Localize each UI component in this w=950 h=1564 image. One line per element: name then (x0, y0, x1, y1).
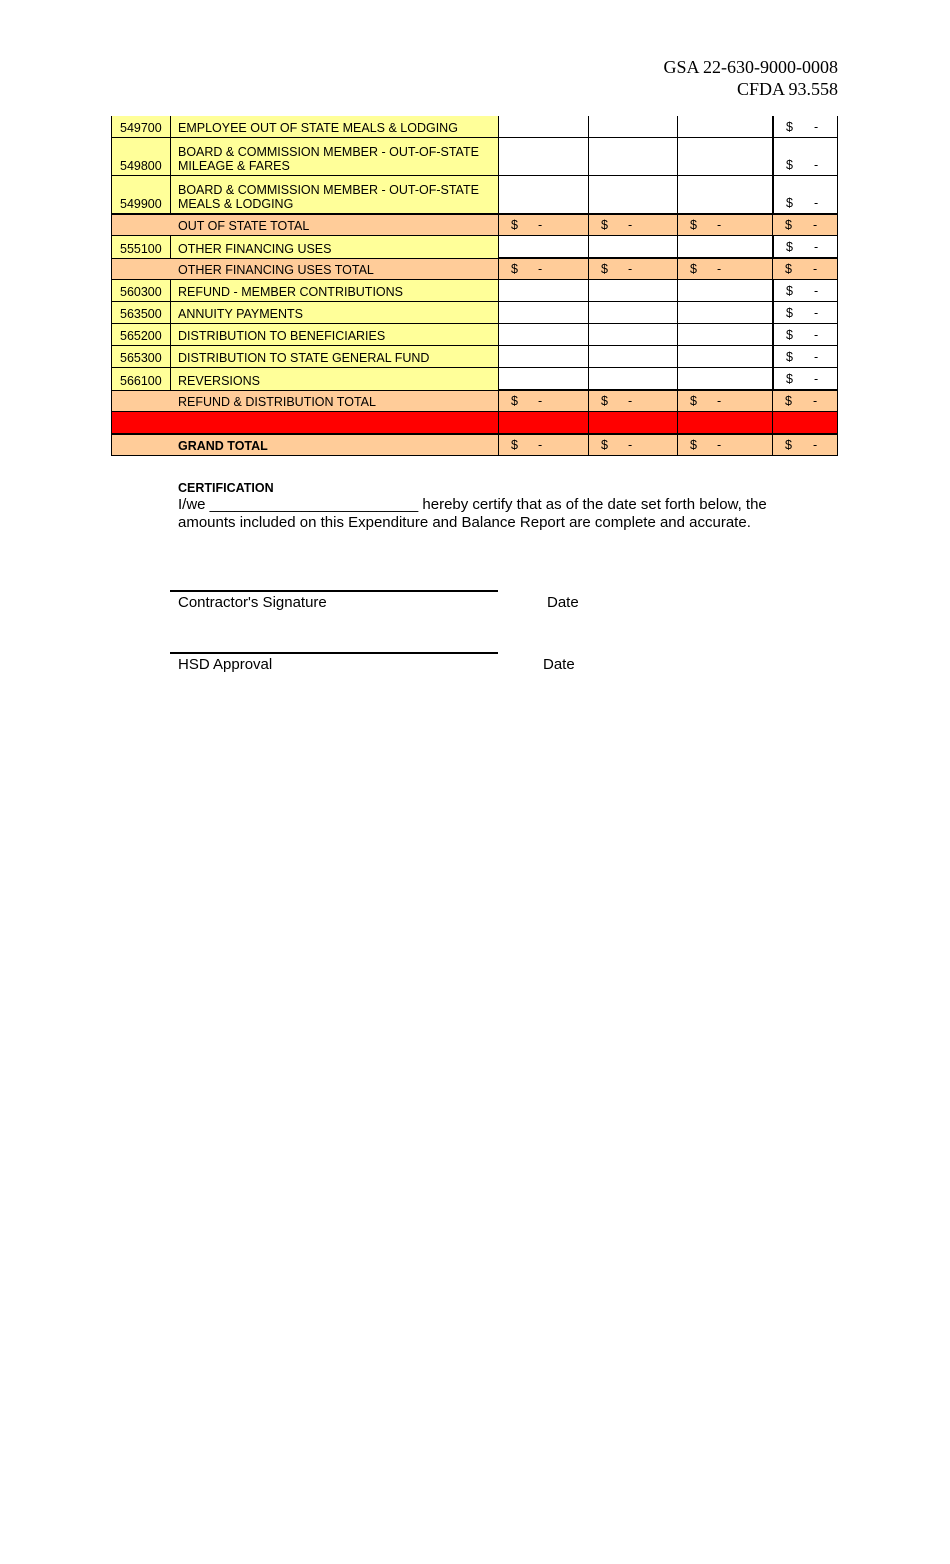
account-description: ANNUITY PAYMENTS (171, 302, 499, 324)
amount-value: - (717, 262, 722, 276)
amount-cell[interactable] (589, 176, 678, 214)
subtotal-label: OTHER FINANCING USES TOTAL (171, 258, 499, 280)
amount-cell[interactable] (499, 302, 589, 324)
account-description: DISTRIBUTION TO BENEFICIARIES (171, 324, 499, 346)
separator-cell (589, 412, 678, 434)
certification-text: I/we _________________________ hereby certify that as of the date set forth below, the amounts included on this Expenditure and Balance Report are complete and accurate. (178, 496, 767, 531)
hsd-approval-label: HSD Approval (178, 656, 273, 673)
dollar-sign: $ (690, 218, 697, 232)
account-description: REVERSIONS (171, 368, 499, 390)
separator-cell (111, 412, 171, 434)
amount-cell[interactable] (589, 302, 678, 324)
dollar-sign: $ (786, 240, 793, 254)
amount-value: - (717, 438, 722, 452)
amount-value: - (813, 394, 818, 408)
account-code (111, 434, 171, 456)
amount-cell[interactable] (499, 236, 589, 258)
subtotal-amount (499, 390, 589, 412)
row-total-cell (773, 138, 838, 176)
amount-cell[interactable] (589, 346, 678, 368)
amount-cell[interactable] (499, 346, 589, 368)
amount-cell[interactable] (589, 138, 678, 176)
amount-value: - (628, 394, 633, 408)
account-code: 560300 (111, 280, 171, 302)
amount-cell[interactable] (499, 176, 589, 214)
subtotal-label: REFUND & DISTRIBUTION TOTAL (171, 390, 499, 412)
account-code: 549900 (111, 176, 171, 214)
amount-cell[interactable] (678, 116, 773, 138)
dollar-sign: $ (785, 262, 792, 276)
subtotal-amount (499, 214, 589, 236)
dollar-sign: $ (785, 394, 792, 408)
subtotal-amount (589, 258, 678, 280)
account-code: 566100 (111, 368, 171, 390)
row-total-cell (773, 116, 838, 138)
amount-cell[interactable] (589, 324, 678, 346)
amount-value: - (814, 284, 819, 298)
certification-title: CERTIFICATION (178, 481, 274, 495)
amount-value: - (814, 120, 819, 134)
dollar-sign: $ (785, 438, 792, 452)
amount-value: - (814, 350, 819, 364)
amount-cell[interactable] (499, 138, 589, 176)
amount-cell[interactable] (589, 368, 678, 390)
subtotal-amount (499, 258, 589, 280)
subtotal-amount (589, 214, 678, 236)
account-code: 549800 (111, 138, 171, 176)
amount-value: - (717, 218, 722, 232)
dollar-sign: $ (786, 372, 793, 386)
dollar-sign: $ (511, 262, 518, 276)
amount-value: - (538, 262, 543, 276)
account-description: BOARD & COMMISSION MEMBER - OUT-OF-STATE MEALS & LODGING (171, 176, 499, 214)
amount-cell[interactable] (678, 346, 773, 368)
account-description: DISTRIBUTION TO STATE GENERAL FUND (171, 346, 499, 368)
amount-cell[interactable] (678, 368, 773, 390)
grand-total-amount (773, 434, 838, 456)
separator-cell (171, 412, 499, 434)
separator-cell (678, 412, 773, 434)
dollar-sign: $ (601, 262, 608, 276)
separator-cell (499, 412, 589, 434)
account-description: OTHER FINANCING USES (171, 236, 499, 258)
amount-cell[interactable] (499, 324, 589, 346)
account-code: 563500 (111, 302, 171, 324)
row-total-cell (773, 346, 838, 368)
amount-cell[interactable] (589, 280, 678, 302)
contractor-date-label: Date (547, 594, 579, 611)
amount-cell[interactable] (499, 368, 589, 390)
amount-cell[interactable] (678, 236, 773, 258)
hsd-date-label: Date (543, 656, 575, 673)
amount-cell[interactable] (678, 324, 773, 346)
grand-total-amount (589, 434, 678, 456)
dollar-sign: $ (786, 284, 793, 298)
amount-cell[interactable] (499, 116, 589, 138)
amount-value: - (814, 158, 819, 172)
dollar-sign: $ (786, 350, 793, 364)
dollar-sign: $ (786, 158, 793, 172)
row-total-cell (773, 324, 838, 346)
contractor-signature-label: Contractor's Signature (178, 594, 327, 611)
account-code (111, 258, 171, 280)
dollar-sign: $ (786, 196, 793, 210)
header-gsa-number: GSA 22-630-9000-0008 (663, 57, 838, 77)
account-code (111, 390, 171, 412)
header-cfda-number: CFDA 93.558 (736, 79, 838, 99)
amount-cell[interactable] (678, 176, 773, 214)
amount-value: - (813, 218, 818, 232)
amount-cell[interactable] (589, 116, 678, 138)
dollar-sign: $ (511, 218, 518, 232)
subtotal-amount (589, 390, 678, 412)
amount-value: - (814, 372, 819, 386)
amount-cell[interactable] (678, 302, 773, 324)
amount-value: - (814, 328, 819, 342)
amount-value: - (813, 262, 818, 276)
amount-value: - (628, 218, 633, 232)
row-total-cell (773, 302, 838, 324)
account-description: REFUND - MEMBER CONTRIBUTIONS (171, 280, 499, 302)
amount-value: - (813, 438, 818, 452)
grand-total-label (171, 434, 499, 456)
row-total-cell (773, 176, 838, 214)
account-code: 549700 (111, 116, 171, 138)
amount-value: - (538, 218, 543, 232)
subtotal-amount (678, 258, 773, 280)
dollar-sign: $ (690, 262, 697, 276)
dollar-sign: $ (601, 218, 608, 232)
grand-total-amount (499, 434, 589, 456)
subtotal-amount (773, 214, 838, 236)
account-code: 565300 (111, 346, 171, 368)
amount-value: - (814, 306, 819, 320)
dollar-sign: $ (690, 438, 697, 452)
amount-cell[interactable] (678, 138, 773, 176)
dollar-sign: $ (786, 306, 793, 320)
dollar-sign: $ (785, 218, 792, 232)
dollar-sign: $ (511, 438, 518, 452)
subtotal-amount (678, 214, 773, 236)
dollar-sign: $ (690, 394, 697, 408)
account-description: EMPLOYEE OUT OF STATE MEALS & LODGING (171, 116, 499, 138)
amount-value: - (814, 196, 819, 210)
amount-value: - (538, 394, 543, 408)
account-description: BOARD & COMMISSION MEMBER - OUT-OF-STATE MILEAGE & FARES (171, 138, 499, 176)
dollar-sign: $ (601, 394, 608, 408)
subtotal-amount (678, 390, 773, 412)
dollar-sign: $ (786, 328, 793, 342)
subtotal-amount (773, 258, 838, 280)
grand-total-amount (678, 434, 773, 456)
dollar-sign: $ (786, 120, 793, 134)
amount-value: - (628, 262, 633, 276)
account-code: 555100 (111, 236, 171, 258)
account-code (111, 214, 171, 236)
dollar-sign: $ (511, 394, 518, 408)
grand-total-text: GRAND TOTAL (178, 439, 268, 453)
dollar-sign: $ (601, 438, 608, 452)
hsd-approval-line[interactable] (170, 652, 498, 654)
account-code: 565200 (111, 324, 171, 346)
amount-value: - (538, 438, 543, 452)
row-total-cell (773, 236, 838, 258)
amount-value: - (628, 438, 633, 452)
amount-value: - (814, 240, 819, 254)
amount-value: - (717, 394, 722, 408)
amount-cell[interactable] (589, 236, 678, 258)
contractor-signature-line[interactable] (170, 590, 498, 592)
row-total-cell (773, 280, 838, 302)
separator-cell (773, 412, 838, 434)
amount-cell[interactable] (678, 280, 773, 302)
subtotal-label: OUT OF STATE TOTAL (171, 214, 499, 236)
amount-cell[interactable] (499, 280, 589, 302)
subtotal-amount (773, 390, 838, 412)
row-total-cell (773, 368, 838, 390)
